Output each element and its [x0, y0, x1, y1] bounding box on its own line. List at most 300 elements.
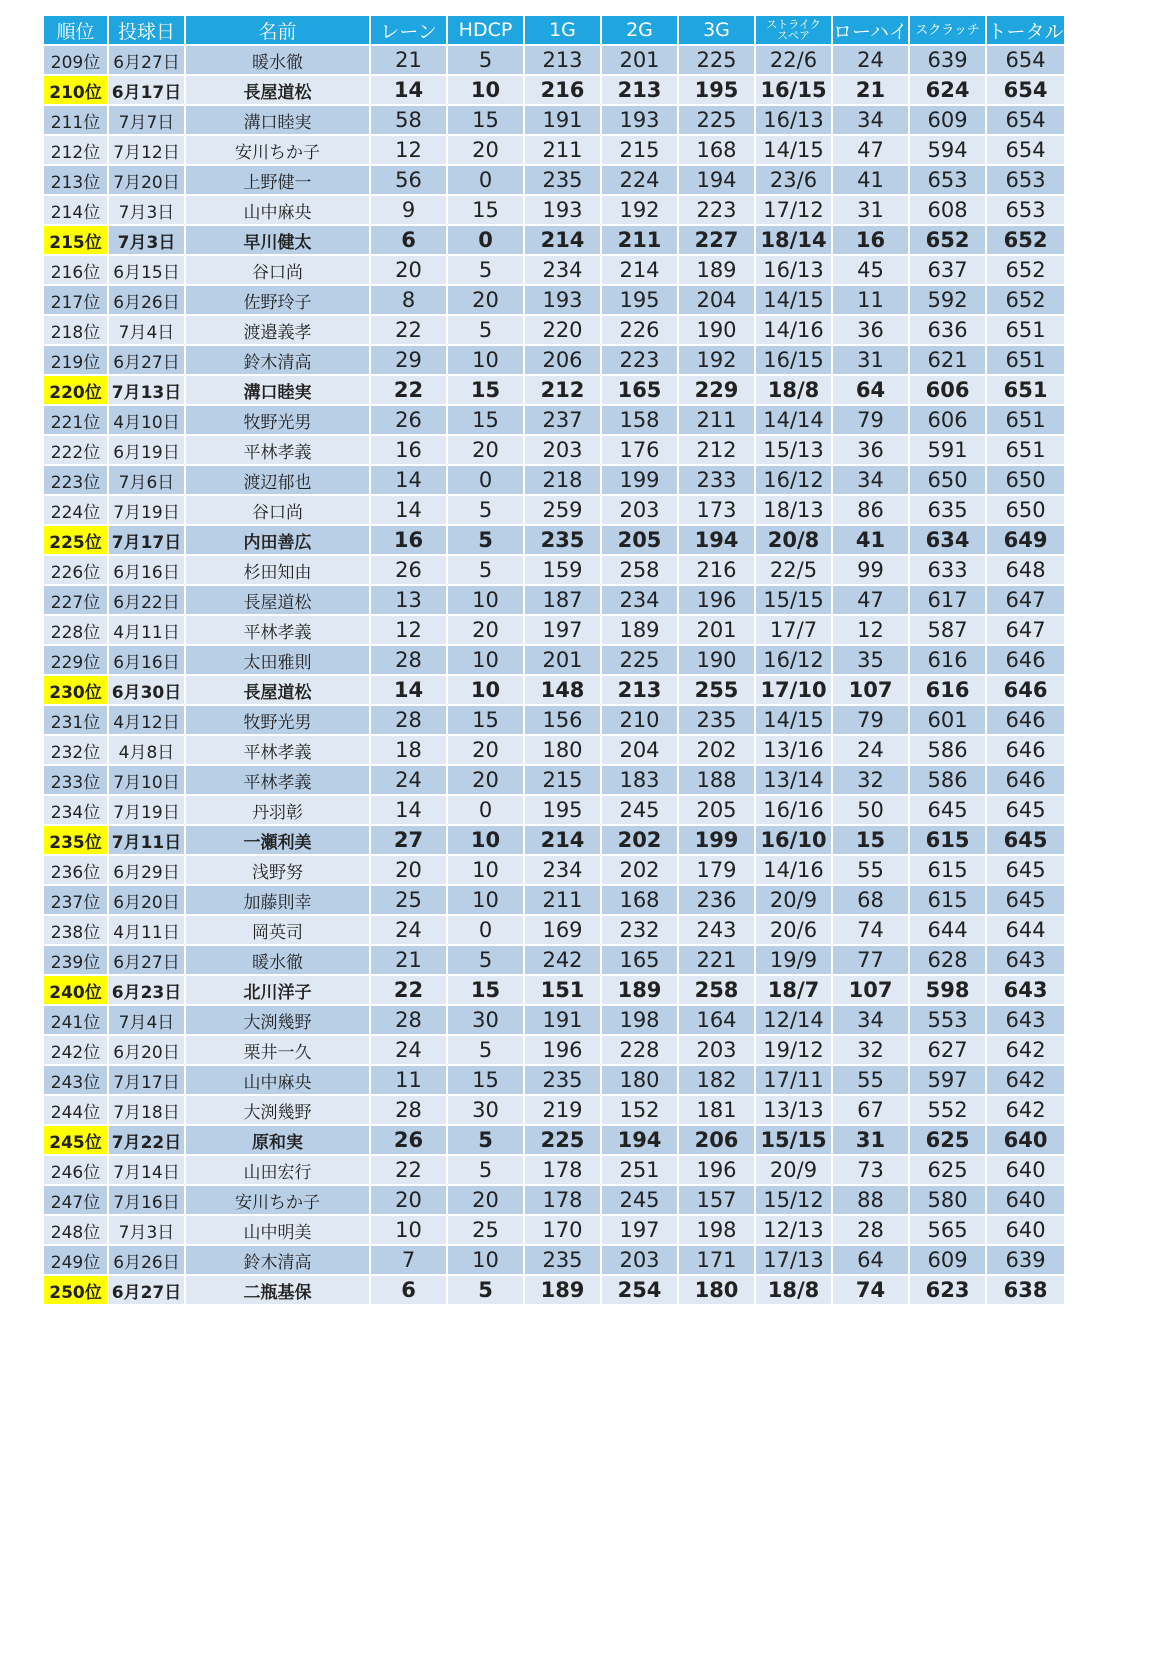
lane-cell: 28: [371, 1006, 448, 1036]
rank-cell: 215位: [44, 226, 109, 256]
total-cell: 653: [987, 166, 1064, 196]
name-cell: 山中麻央: [186, 196, 371, 226]
date-cell: 6月16日: [109, 556, 186, 586]
strike-spare-cell: 19/12: [756, 1036, 833, 1066]
scratch-cell: 639: [910, 46, 987, 76]
hdcp-cell: 20: [448, 766, 525, 796]
rank-cell: 241位: [44, 1006, 109, 1036]
date-cell: 4月11日: [109, 916, 186, 946]
date-cell: 7月19日: [109, 496, 186, 526]
game3-cell: 164: [679, 1006, 756, 1036]
strike-spare-cell: 16/15: [756, 76, 833, 106]
hdcp-cell: 5: [448, 526, 525, 556]
header-scratch: スクラッチ: [910, 16, 987, 46]
scratch-cell: 598: [910, 976, 987, 1006]
lane-cell: 16: [371, 436, 448, 466]
name-cell: 山田宏行: [186, 1156, 371, 1186]
scratch-cell: 650: [910, 466, 987, 496]
scratch-cell: 625: [910, 1156, 987, 1186]
game1-cell: 151: [525, 976, 602, 1006]
game2-cell: 192: [602, 196, 679, 226]
total-cell: 640: [987, 1216, 1064, 1246]
lane-cell: 14: [371, 796, 448, 826]
lowhigh-cell: 55: [833, 856, 910, 886]
strike-spare-cell: 14/14: [756, 406, 833, 436]
game3-cell: 198: [679, 1216, 756, 1246]
name-cell: 渡邉義孝: [186, 316, 371, 346]
lowhigh-cell: 50: [833, 796, 910, 826]
game2-cell: 189: [602, 616, 679, 646]
game1-cell: 225: [525, 1126, 602, 1156]
name-cell: 内田善広: [186, 526, 371, 556]
scratch-cell: 621: [910, 346, 987, 376]
total-cell: 654: [987, 136, 1064, 166]
lowhigh-cell: 45: [833, 256, 910, 286]
lowhigh-cell: 67: [833, 1096, 910, 1126]
strike-spare-cell: 14/16: [756, 856, 833, 886]
game2-cell: 202: [602, 826, 679, 856]
name-cell: 北川洋子: [186, 976, 371, 1006]
strike-spare-cell: 18/13: [756, 496, 833, 526]
lane-cell: 8: [371, 286, 448, 316]
game3-cell: 192: [679, 346, 756, 376]
scratch-cell: 635: [910, 496, 987, 526]
total-cell: 640: [987, 1156, 1064, 1186]
scratch-cell: 580: [910, 1186, 987, 1216]
strike-spare-cell: 17/11: [756, 1066, 833, 1096]
game3-cell: 212: [679, 436, 756, 466]
name-cell: 山中麻央: [186, 1066, 371, 1096]
name-cell: 長屋道松: [186, 76, 371, 106]
table-row: [44, 316, 1064, 346]
table-row: [44, 1246, 1064, 1276]
game3-cell: 243: [679, 916, 756, 946]
table-row: [44, 1036, 1064, 1066]
lane-cell: 24: [371, 766, 448, 796]
total-cell: 644: [987, 916, 1064, 946]
lane-cell: 56: [371, 166, 448, 196]
strike-spare-cell: 13/16: [756, 736, 833, 766]
scratch-cell: 616: [910, 676, 987, 706]
lane-cell: 24: [371, 1036, 448, 1066]
table-row: [44, 406, 1064, 436]
lowhigh-cell: 24: [833, 46, 910, 76]
date-cell: 6月17日: [109, 76, 186, 106]
rank-cell: 234位: [44, 796, 109, 826]
strike-spare-cell: 14/15: [756, 136, 833, 166]
lowhigh-cell: 28: [833, 1216, 910, 1246]
game3-cell: 189: [679, 256, 756, 286]
game3-cell: 196: [679, 586, 756, 616]
date-cell: 7月13日: [109, 376, 186, 406]
hdcp-cell: 10: [448, 886, 525, 916]
rank-cell: 247位: [44, 1186, 109, 1216]
rank-cell: 246位: [44, 1156, 109, 1186]
strike-spare-cell: 15/12: [756, 1186, 833, 1216]
lane-cell: 20: [371, 256, 448, 286]
lowhigh-cell: 64: [833, 376, 910, 406]
game1-cell: 156: [525, 706, 602, 736]
total-cell: 642: [987, 1096, 1064, 1126]
rank-cell: 240位: [44, 976, 109, 1006]
strike-spare-cell: 18/7: [756, 976, 833, 1006]
total-cell: 652: [987, 256, 1064, 286]
date-cell: 7月12日: [109, 136, 186, 166]
lane-cell: 28: [371, 646, 448, 676]
strike-spare-cell: 13/13: [756, 1096, 833, 1126]
date-cell: 7月11日: [109, 826, 186, 856]
name-cell: 加藤則幸: [186, 886, 371, 916]
lowhigh-cell: 31: [833, 196, 910, 226]
game3-cell: 255: [679, 676, 756, 706]
game1-cell: 235: [525, 526, 602, 556]
name-cell: 渡辺郁也: [186, 466, 371, 496]
lowhigh-cell: 41: [833, 166, 910, 196]
rank-cell: 230位: [44, 676, 109, 706]
table-row: [44, 466, 1064, 496]
game2-cell: 210: [602, 706, 679, 736]
date-cell: 7月10日: [109, 766, 186, 796]
game2-cell: 189: [602, 976, 679, 1006]
strike-spare-cell: 17/12: [756, 196, 833, 226]
total-cell: 647: [987, 616, 1064, 646]
date-cell: 7月7日: [109, 106, 186, 136]
date-cell: 4月10日: [109, 406, 186, 436]
scratch-cell: 591: [910, 436, 987, 466]
table-row: [44, 1156, 1064, 1186]
scratch-cell: 653: [910, 166, 987, 196]
table-row: [44, 286, 1064, 316]
hdcp-cell: 5: [448, 496, 525, 526]
hdcp-cell: 15: [448, 196, 525, 226]
date-cell: 6月19日: [109, 436, 186, 466]
header-total: トータル: [987, 16, 1064, 46]
lane-cell: 26: [371, 1126, 448, 1156]
game2-cell: 197: [602, 1216, 679, 1246]
strike-spare-cell: 16/10: [756, 826, 833, 856]
table-row: [44, 106, 1064, 136]
table-row: [44, 826, 1064, 856]
strike-spare-cell: 17/13: [756, 1246, 833, 1276]
strike-spare-cell: 17/10: [756, 676, 833, 706]
lane-cell: 18: [371, 736, 448, 766]
hdcp-cell: 20: [448, 736, 525, 766]
game3-cell: 199: [679, 826, 756, 856]
rank-cell: 226位: [44, 556, 109, 586]
lowhigh-cell: 107: [833, 676, 910, 706]
strike-spare-cell: 14/15: [756, 706, 833, 736]
rank-cell: 236位: [44, 856, 109, 886]
strike-spare-cell: 18/8: [756, 1276, 833, 1306]
total-cell: 645: [987, 856, 1064, 886]
scratch-cell: 627: [910, 1036, 987, 1066]
lowhigh-cell: 21: [833, 76, 910, 106]
scratch-cell: 615: [910, 886, 987, 916]
lowhigh-cell: 24: [833, 736, 910, 766]
game1-cell: 201: [525, 646, 602, 676]
rank-cell: 250位: [44, 1276, 109, 1306]
lane-cell: 26: [371, 406, 448, 436]
total-cell: 649: [987, 526, 1064, 556]
lowhigh-cell: 107: [833, 976, 910, 1006]
lane-cell: 6: [371, 1276, 448, 1306]
header-spare-label: スペア: [777, 29, 810, 42]
rank-cell: 222位: [44, 436, 109, 466]
lane-cell: 13: [371, 586, 448, 616]
scratch-cell: 594: [910, 136, 987, 166]
table-row: [44, 1006, 1064, 1036]
rank-cell: 232位: [44, 736, 109, 766]
strike-spare-cell: 16/16: [756, 796, 833, 826]
game1-cell: 206: [525, 346, 602, 376]
name-cell: 平林孝義: [186, 736, 371, 766]
lowhigh-cell: 34: [833, 466, 910, 496]
game2-cell: 215: [602, 136, 679, 166]
game1-cell: 180: [525, 736, 602, 766]
game1-cell: 214: [525, 826, 602, 856]
scratch-cell: 615: [910, 856, 987, 886]
scratch-cell: 617: [910, 586, 987, 616]
hdcp-cell: 30: [448, 1096, 525, 1126]
total-cell: 652: [987, 286, 1064, 316]
hdcp-cell: 5: [448, 1276, 525, 1306]
name-cell: 杉田知由: [186, 556, 371, 586]
game3-cell: 196: [679, 1156, 756, 1186]
lane-cell: 9: [371, 196, 448, 226]
scratch-cell: 644: [910, 916, 987, 946]
date-cell: 4月12日: [109, 706, 186, 736]
game3-cell: 225: [679, 106, 756, 136]
date-cell: 6月15日: [109, 256, 186, 286]
total-cell: 650: [987, 466, 1064, 496]
date-cell: 7月19日: [109, 796, 186, 826]
lane-cell: 29: [371, 346, 448, 376]
hdcp-cell: 10: [448, 856, 525, 886]
table-row: [44, 1126, 1064, 1156]
lowhigh-cell: 16: [833, 226, 910, 256]
total-cell: 647: [987, 586, 1064, 616]
game3-cell: 205: [679, 796, 756, 826]
lane-cell: 21: [371, 46, 448, 76]
rank-cell: 219位: [44, 346, 109, 376]
date-cell: 6月27日: [109, 346, 186, 376]
name-cell: 二瓶基保: [186, 1276, 371, 1306]
scratch-cell: 636: [910, 316, 987, 346]
game2-cell: 195: [602, 286, 679, 316]
lane-cell: 22: [371, 976, 448, 1006]
table-row: [44, 226, 1064, 256]
game1-cell: 212: [525, 376, 602, 406]
table-row: [44, 856, 1064, 886]
game3-cell: 233: [679, 466, 756, 496]
name-cell: 浅野努: [186, 856, 371, 886]
ranking-table: [44, 16, 1064, 1306]
header-hdcp: HDCP: [448, 16, 525, 46]
rank-cell: 210位: [44, 76, 109, 106]
name-cell: 暖水徹: [186, 46, 371, 76]
rank-cell: 223位: [44, 466, 109, 496]
game3-cell: 211: [679, 406, 756, 436]
game1-cell: 189: [525, 1276, 602, 1306]
date-cell: 6月30日: [109, 676, 186, 706]
game2-cell: 201: [602, 46, 679, 76]
strike-spare-cell: 22/5: [756, 556, 833, 586]
rank-cell: 237位: [44, 886, 109, 916]
name-cell: 平林孝義: [186, 436, 371, 466]
strike-spare-cell: 12/14: [756, 1006, 833, 1036]
game2-cell: 158: [602, 406, 679, 436]
lowhigh-cell: 99: [833, 556, 910, 586]
total-cell: 642: [987, 1036, 1064, 1066]
name-cell: 鈴木清高: [186, 346, 371, 376]
total-cell: 650: [987, 496, 1064, 526]
scratch-cell: 623: [910, 1276, 987, 1306]
lane-cell: 20: [371, 856, 448, 886]
rank-cell: 249位: [44, 1246, 109, 1276]
game1-cell: 235: [525, 1066, 602, 1096]
hdcp-cell: 5: [448, 1036, 525, 1066]
date-cell: 7月3日: [109, 196, 186, 226]
name-cell: 原和実: [186, 1126, 371, 1156]
strike-spare-cell: 18/8: [756, 376, 833, 406]
strike-spare-cell: 12/13: [756, 1216, 833, 1246]
table-row: [44, 376, 1064, 406]
date-cell: 6月27日: [109, 946, 186, 976]
hdcp-cell: 5: [448, 316, 525, 346]
lowhigh-cell: 36: [833, 436, 910, 466]
game3-cell: 188: [679, 766, 756, 796]
rank-cell: 243位: [44, 1066, 109, 1096]
table-row: [44, 646, 1064, 676]
date-cell: 6月27日: [109, 1276, 186, 1306]
table-row: [44, 676, 1064, 706]
total-cell: 654: [987, 106, 1064, 136]
hdcp-cell: 20: [448, 136, 525, 166]
game1-cell: 214: [525, 226, 602, 256]
scratch-cell: 608: [910, 196, 987, 226]
date-cell: 7月20日: [109, 166, 186, 196]
lowhigh-cell: 86: [833, 496, 910, 526]
game2-cell: 205: [602, 526, 679, 556]
game3-cell: 236: [679, 886, 756, 916]
scratch-cell: 587: [910, 616, 987, 646]
hdcp-cell: 10: [448, 1246, 525, 1276]
rank-cell: 221位: [44, 406, 109, 436]
name-cell: 牧野光男: [186, 406, 371, 436]
game2-cell: 194: [602, 1126, 679, 1156]
game1-cell: 259: [525, 496, 602, 526]
game1-cell: 211: [525, 886, 602, 916]
strike-spare-cell: 22/6: [756, 46, 833, 76]
table-row: [44, 766, 1064, 796]
scratch-cell: 652: [910, 226, 987, 256]
header-date: 投球日: [109, 16, 186, 46]
table-row: [44, 46, 1064, 76]
lane-cell: 58: [371, 106, 448, 136]
strike-spare-cell: 15/13: [756, 436, 833, 466]
game3-cell: 201: [679, 616, 756, 646]
hdcp-cell: 10: [448, 346, 525, 376]
rank-cell: 227位: [44, 586, 109, 616]
lowhigh-cell: 34: [833, 106, 910, 136]
date-cell: 6月26日: [109, 286, 186, 316]
date-cell: 7月16日: [109, 1186, 186, 1216]
table-row: [44, 736, 1064, 766]
game2-cell: 228: [602, 1036, 679, 1066]
game3-cell: 206: [679, 1126, 756, 1156]
game2-cell: 223: [602, 346, 679, 376]
rank-cell: 242位: [44, 1036, 109, 1066]
scratch-cell: 552: [910, 1096, 987, 1126]
table-row: [44, 256, 1064, 286]
lane-cell: 27: [371, 826, 448, 856]
game1-cell: 159: [525, 556, 602, 586]
table-row: [44, 526, 1064, 556]
game2-cell: 245: [602, 796, 679, 826]
header-game2: 2G: [602, 16, 679, 46]
game3-cell: 194: [679, 526, 756, 556]
scratch-cell: 625: [910, 1126, 987, 1156]
rank-cell: 211位: [44, 106, 109, 136]
strike-spare-cell: 23/6: [756, 166, 833, 196]
date-cell: 6月23日: [109, 976, 186, 1006]
game3-cell: 190: [679, 316, 756, 346]
lowhigh-cell: 74: [833, 1276, 910, 1306]
date-cell: 7月14日: [109, 1156, 186, 1186]
table-body: [44, 46, 1064, 1306]
game2-cell: 214: [602, 256, 679, 286]
game1-cell: 235: [525, 166, 602, 196]
game2-cell: 176: [602, 436, 679, 466]
lowhigh-cell: 41: [833, 526, 910, 556]
scratch-cell: 592: [910, 286, 987, 316]
hdcp-cell: 20: [448, 436, 525, 466]
name-cell: 岡英司: [186, 916, 371, 946]
table-header: [44, 16, 1064, 46]
name-cell: 暖水徹: [186, 946, 371, 976]
game2-cell: 254: [602, 1276, 679, 1306]
rank-cell: 239位: [44, 946, 109, 976]
lowhigh-cell: 73: [833, 1156, 910, 1186]
game2-cell: 165: [602, 376, 679, 406]
hdcp-cell: 15: [448, 1066, 525, 1096]
total-cell: 643: [987, 976, 1064, 1006]
strike-spare-cell: 20/9: [756, 1156, 833, 1186]
game2-cell: 204: [602, 736, 679, 766]
game1-cell: 220: [525, 316, 602, 346]
name-cell: 丹羽彰: [186, 796, 371, 826]
lane-cell: 14: [371, 496, 448, 526]
lowhigh-cell: 74: [833, 916, 910, 946]
strike-spare-cell: 13/14: [756, 766, 833, 796]
name-cell: 長屋道松: [186, 586, 371, 616]
scratch-cell: 609: [910, 1246, 987, 1276]
total-cell: 643: [987, 946, 1064, 976]
scratch-cell: 601: [910, 706, 987, 736]
table-row: [44, 1066, 1064, 1096]
game1-cell: 234: [525, 256, 602, 286]
game3-cell: 173: [679, 496, 756, 526]
scratch-cell: 633: [910, 556, 987, 586]
table-row: [44, 706, 1064, 736]
total-cell: 645: [987, 886, 1064, 916]
strike-spare-cell: 18/14: [756, 226, 833, 256]
game2-cell: 203: [602, 496, 679, 526]
lane-cell: 14: [371, 466, 448, 496]
name-cell: 早川健太: [186, 226, 371, 256]
name-cell: 一瀬利美: [186, 826, 371, 856]
hdcp-cell: 10: [448, 826, 525, 856]
